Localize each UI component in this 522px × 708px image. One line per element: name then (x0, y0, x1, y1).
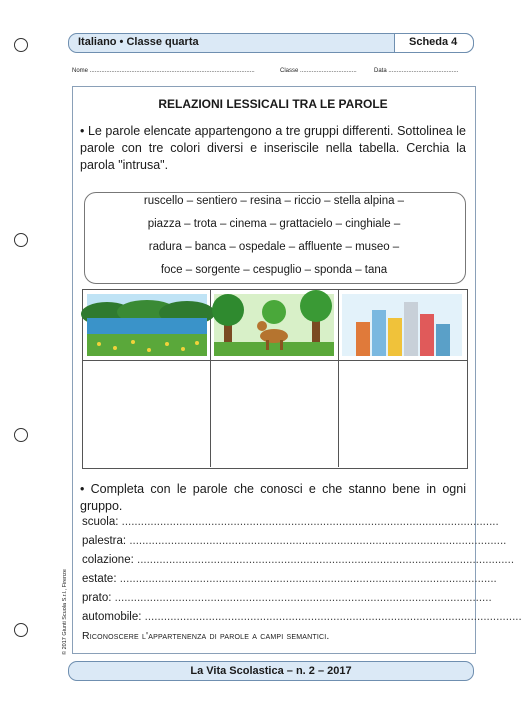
table-cell-image-river (83, 290, 211, 361)
forest-deer-image (214, 294, 334, 356)
table-cell-image-city (338, 290, 467, 361)
table-cell-answer[interactable] (83, 360, 211, 467)
city-image (342, 294, 462, 356)
footer-bar: La Vita Scolastica – n. 2 – 2017 (68, 661, 474, 681)
category-table (82, 289, 468, 469)
name-field[interactable]: Nome ................................................................................................... (72, 68, 255, 74)
table-cell-answer[interactable] (210, 360, 339, 467)
copyright-note: © 2017 Giunti Scuola S.r.l., Firenze (62, 569, 68, 655)
learning-objective: Riconoscere l'appartenenza di parole a campi semantici. (82, 630, 330, 642)
binder-hole (14, 428, 28, 442)
fill-line[interactable]: prato: ...................................................................................................................... (82, 592, 492, 604)
worksheet-title: RELAZIONI LESSICALI TRA LE PAROLE (158, 97, 388, 111)
sheet-tab (394, 33, 474, 53)
fill-line[interactable]: automobile: ...................................................................................................................... (82, 611, 522, 623)
table-cell-image-forest (210, 290, 339, 361)
table-cell-answer[interactable] (338, 360, 467, 467)
binder-hole (14, 623, 28, 637)
header-bar (68, 33, 474, 53)
fill-line[interactable]: scuola: ...................................................................................................................... (82, 516, 499, 528)
word-line: ruscello – sentiero – resina – riccio – stella alpina – (143, 195, 405, 207)
subject-label: Italiano • Classe quarta (78, 36, 199, 48)
word-line: piazza – trota – cinema – grattacielo – cinghiale – (147, 218, 401, 230)
date-field[interactable]: Data .......................................... (374, 68, 459, 74)
fill-line[interactable]: colazione: ...................................................................................................................... (82, 554, 515, 566)
word-line: radura – banca – ospedale – affluente – museo – (148, 241, 400, 253)
sheet-label: Scheda 4 (409, 36, 458, 48)
fill-line[interactable]: estate: ...................................................................................................................... (82, 573, 497, 585)
word-line: foce – sorgente – cespuglio – sponda – tana (160, 264, 388, 276)
fill-line[interactable]: palestra: ...................................................................................................................... (82, 535, 507, 547)
binder-hole (14, 38, 28, 52)
binder-hole (14, 233, 28, 247)
class-field[interactable]: Classe .................................. (280, 68, 357, 74)
instructions-1: • Le parole elencate appartengono a tre gruppi differenti. Sottolinea le parole con tre colori diversi e inseriscile nella tabella. Cerchia la parola "intrusa". (80, 124, 466, 172)
river-image (87, 294, 207, 356)
instructions-2: • Completa con le parole che conosci e che stanno bene in ogni gruppo. (80, 482, 466, 513)
